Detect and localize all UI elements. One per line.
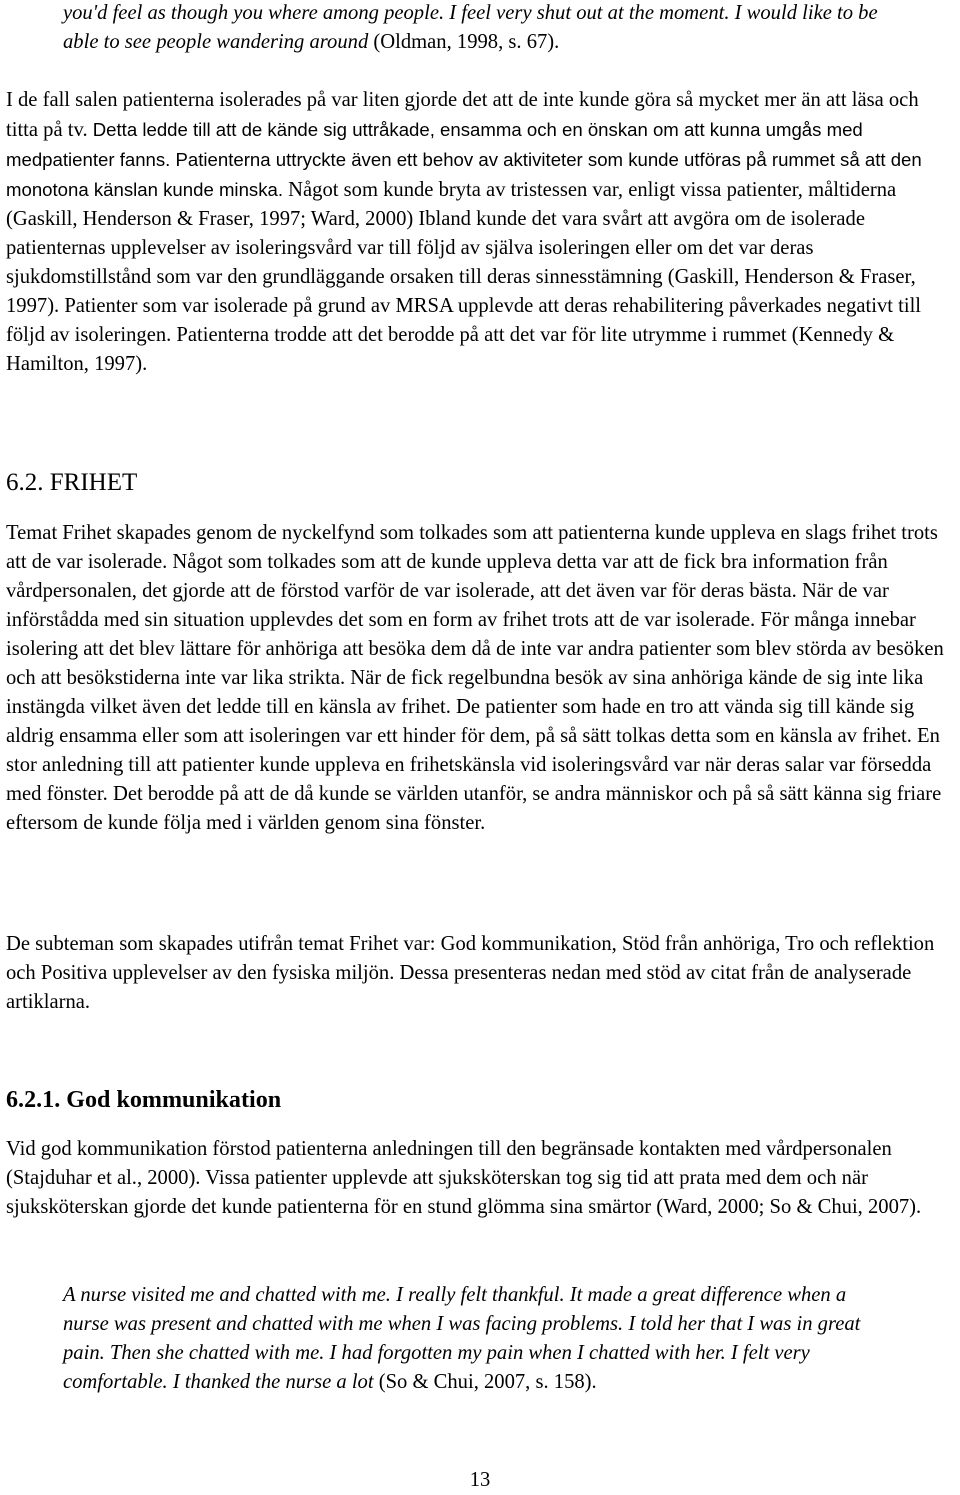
paragraph-god-kommunikation: Vid god kommunikation förstod patienterna anledningen till den begränsade kontakten med vårdpersonalen (Stajduhar et al., 2000). Vissa patienter upplevde att sjuksköterskan tog sig tid att prata med dem och när sjuksköterskan gjorde det kunde patienterna för en stund glömma sina smärtor (Ward, 2000; So & Chui, 2007). [6, 1138, 922, 1218]
page-number: 13 [469, 1469, 491, 1491]
paragraph-frihet-theme: Temat Frihet skapades genom de nyckelfynd som tolkades som att patienterna kunde uppleva en slags frihet trots att de var isolerade. Något som tolkades som att de kunde uppleva detta var att de fick bra information från vårdpersonalen, det gjorde att de förstod varför de var isolerade, att det även var för deras bästa. När de var införstådda med sin situation upplevdes det som en form av frihet trots att de var isolerade. För många innebar isolering att det blev lättare för anhöriga att besöka dem då de inte var andra patienter som blev störda av besöken och att besökstiderna inte var lika strikta. När de fick regelbundna besök av sina anhöriga kände de sig inte lika instängda vilket även det ledde till en känsla av frihet. De patienter som hade en tro att vända sig till kände sig aldrig ensamma eller som att isoleringen var ett hinder för dem, på så sätt tolkas detta som en känsla av frihet. En stor anledning till att patienter kunde uppleva en frihetskänsla vid isoleringsvård var när deras salar var försedda med fönster. Det berodde på att de då kunde se världen utanför, se andra människor och på så sätt känna sig friare eftersom de kunde följa med i världen genom sina fönster. [6, 522, 944, 834]
paragraph-isolation-effects [6, 86, 954, 379]
top-quote-text: you'd feel as though you where among people. I feel very shut out at the moment. I would like to be able to see people wandering around [63, 2, 878, 53]
paragraph-isolation-effects-part-c: Något som kunde bryta av tristessen var, enligt vissa patienter, måltiderna (Gaskill, Henderson & Fraser, 1997; Ward, 2000) Ibland kunde det vara svårt att avgöra om de isolerade patienternas upplevelser av isoleringsvård var till följd av själva isoleringen eller om det var deras sjukdomstillstånd som var den grundläggande orsaken till deras sinnesstämning (Gaskill, Henderson & Fraser, 1997). Patienter som var isolerade på grund av MRSA upplevde att deras rehabilitering påverkades negativt till följd av isoleringen. Patienterna trodde att det berodde på att det var för lite utrymme i rummet (Kennedy & Hamilton, 1997). [6, 179, 922, 375]
subsection-heading-god-kommunikation: 6.2.1. God kommunikation [6, 1087, 282, 1113]
top-quote [63, 0, 893, 57]
bottom-quote-text: A nurse visited me and chatted with me. I really felt thankful. It made a great difference when a nurse was present and chatted with me when I was facing problems. I told her that I was in great pain. Then she chatted with me. I had forgotten my pain when I chatted with her. I felt very comfortable. I thanked the nurse a lot [63, 1284, 861, 1393]
paragraph-isolation-effects-part-b: Detta ledde till att de kände sig uttråkade, ensamma och en önskan om att kunna umgås med medpatienter fanns. Patienterna uttryckte även ett behov av aktiviteter som kunde utföras på rummet så att den monotona känslan kunde minska. [6, 119, 922, 200]
bottom-quote [63, 1281, 893, 1397]
paragraph-isolation-effects-part-a: I de fall salen patienterna isolerades på var liten gjorde det att de inte kunde göra så mycket mer än att läsa och titta på tv. [6, 89, 919, 141]
top-quote-citation: (Oldman, 1998, s. 67). [368, 31, 560, 53]
paragraph-subthemes: De subteman som skapades utifrån temat Frihet var: God kommunikation, Stöd från anhöriga, Tro och reflektion och Positiva upplevelser av den fysiska miljön. Dessa presenteras nedan med stöd av citat från de analyserade artiklarna. [6, 933, 935, 1013]
section-heading-frihet: 6.2. FRIHET [6, 469, 138, 496]
bottom-quote-citation: (So & Chui, 2007, s. 158). [373, 1371, 597, 1393]
